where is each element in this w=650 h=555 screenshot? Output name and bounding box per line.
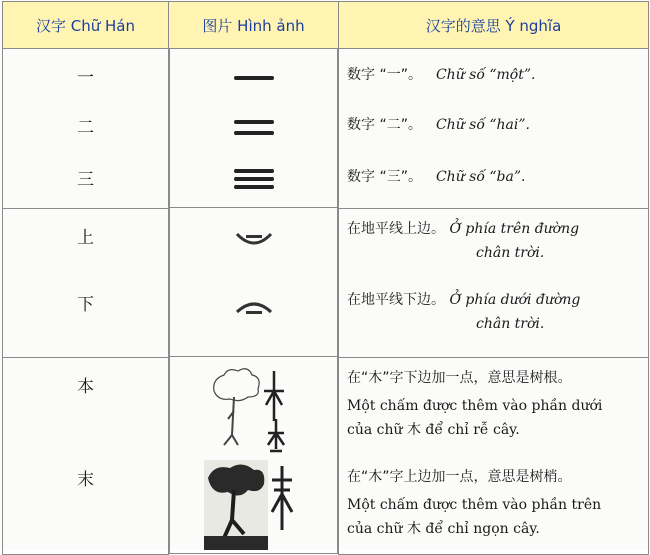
meaning-vi: Chữ số “một”. — [435, 67, 536, 83]
above-horizon-glyph-icon — [229, 208, 279, 278]
meaning-vi-line1: Ở phía trên đường — [449, 220, 580, 237]
meaning-zh: 数字 “二”。 — [347, 117, 422, 133]
three-horizontal-strokes-icon — [229, 151, 279, 207]
meaning-vi-line2: của chữ 木 để chỉ rễ cây. — [347, 421, 520, 438]
header-chu-han: 汉字 Chữ Hán — [3, 2, 169, 49]
header-hinh-anh: 图片 Hình ảnh — [169, 2, 339, 49]
meaning-zh: 在地平线上边。 — [347, 220, 445, 237]
meaning-zh: 数字 “一”。 — [347, 67, 422, 83]
meaning-vi-line1: Một chấm được thêm vào phần trên — [347, 497, 602, 513]
meaning-vi-line1: Ở phía dưới đường — [449, 292, 581, 308]
tree-roots-illustration — [204, 361, 304, 453]
meaning-vi-line2: chân trời. — [476, 316, 545, 332]
tree-top-photo — [204, 460, 304, 550]
char-mo: 末 — [77, 470, 94, 490]
char-ben: 本 — [77, 376, 94, 397]
table-row — [3, 357, 649, 457]
char-xia: 下 — [77, 295, 94, 315]
char-san: 三 — [77, 170, 94, 190]
character-table — [2, 1, 649, 555]
char-yi: 一 — [77, 68, 94, 88]
table-row — [3, 278, 649, 357]
meaning-zh: 数字 “三”。 — [347, 169, 422, 185]
meaning-vi: Chữ số “ba”. — [435, 169, 526, 185]
one-horizontal-stroke-icon — [229, 49, 279, 101]
meaning-zh: 在“木”字上边加一点，意思是树梢。 — [347, 469, 572, 485]
meaning-vi-line2: của chữ 木 để chỉ ngọn cây. — [347, 521, 540, 537]
table-row — [3, 151, 649, 208]
char-er: 二 — [77, 118, 94, 138]
meaning-zh: 在“木”字下边加一点，意思是树根。 — [347, 369, 572, 386]
meaning-vi: Chữ số “hai”. — [435, 117, 530, 133]
header-y-nghia: 汉字的意思 Ý nghĩa — [339, 2, 649, 49]
table-row — [3, 208, 649, 278]
two-horizontal-strokes-icon — [229, 101, 279, 151]
below-horizon-glyph-icon — [229, 278, 279, 356]
meaning-vi-line2: chân trời. — [476, 244, 545, 261]
table-row — [3, 49, 649, 102]
table-row — [3, 101, 649, 151]
table-row — [3, 457, 649, 554]
meaning-vi-line1: Một chấm được thêm vào phần dưới — [347, 397, 603, 414]
char-shang: 上 — [77, 227, 94, 248]
meaning-zh: 在地平线下边。 — [347, 292, 445, 308]
